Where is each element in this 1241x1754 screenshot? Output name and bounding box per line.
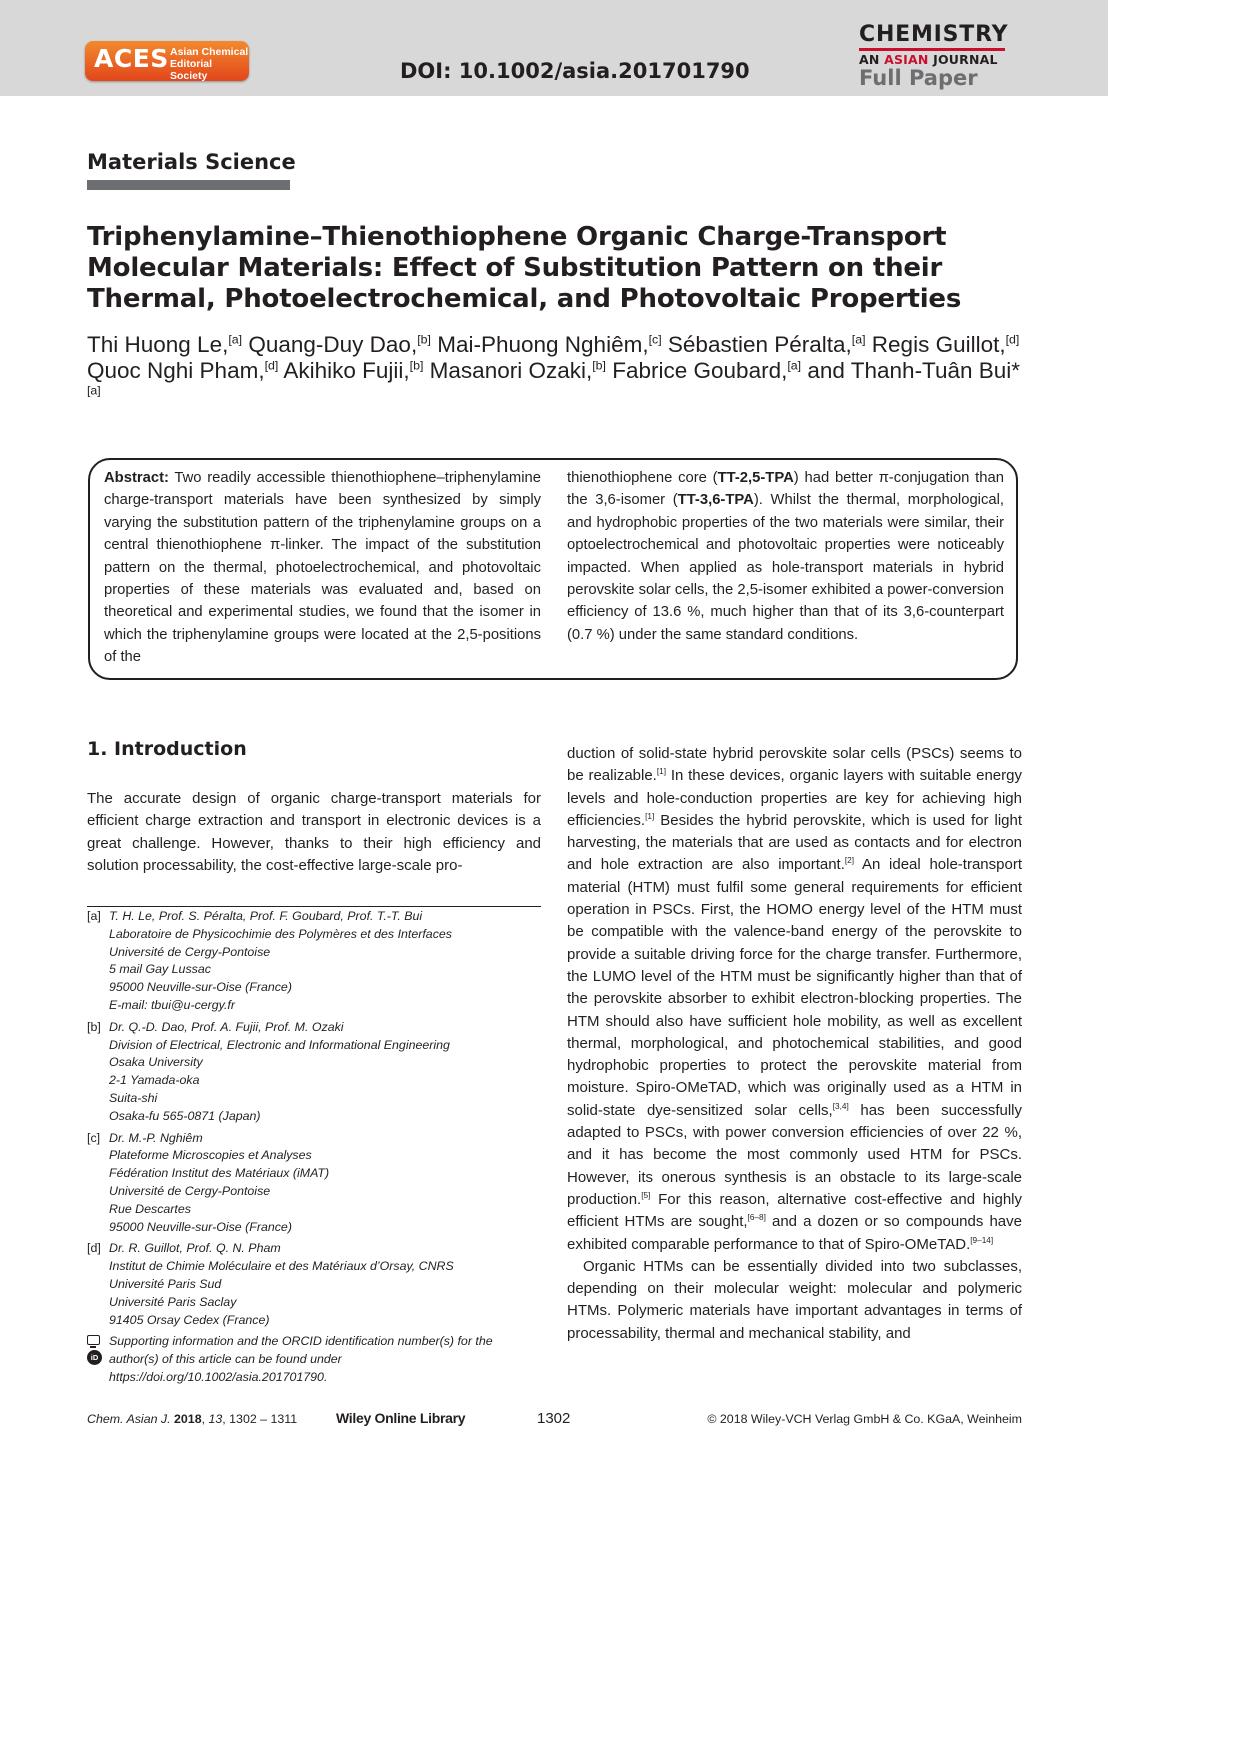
compound-label: TT-2,5-TPA (717, 470, 794, 486)
intro-text: and a dozen or so compounds have exhibited comparable performance to that of Spiro-OMeTAD. (567, 1213, 1022, 1253)
author-name: Quoc Nghi Pham, (87, 357, 265, 383)
footnote-tag: [d] (87, 1241, 101, 1256)
wiley-online-library-link[interactable]: Wiley Online Library (336, 1410, 466, 1426)
footnote-line: T. H. Le, Prof. S. Péralta, Prof. F. Goubard, Prof. T.-T. Bui (109, 909, 423, 923)
orcid-icon: iD (87, 1350, 102, 1365)
footnote-line: 95000 Neuville-sur-Oise (France) (109, 1219, 292, 1234)
citation-marker[interactable]: [5] (641, 1190, 651, 1200)
intro-text: duction of solid-state hybrid perovskite solar cells (PSCs) seems to be realizable. (567, 745, 1022, 785)
author-affiliation-marker: [d] (264, 358, 279, 372)
author-affiliation-marker: [c] (648, 332, 662, 347)
footnote-tag: [b] (87, 1019, 101, 1034)
footnote-line: Division of Electrical, Electronic and Informational Engineering (109, 1037, 450, 1052)
affiliation-footnote (87, 1240, 541, 1329)
article-type: Full Paper (859, 66, 978, 90)
intro-right-column (567, 743, 1022, 1345)
footnote-line: Fédération Institut des Matériaux (iMAT) (109, 1166, 330, 1181)
journal-sub-asian: ASIAN (884, 52, 929, 67)
citation-marker[interactable]: [1] (645, 811, 655, 821)
footnote-line: Dr. R. Guillot, Prof. Q. N. Pham (109, 1241, 281, 1256)
monitor-icon (87, 1335, 100, 1345)
author-list (87, 332, 1027, 409)
page-number: 1302 (537, 1410, 571, 1427)
abstract-text: ) had better π-conjugation than the 3,6-isomer ( (567, 470, 1004, 509)
author-affiliation-marker: [a] (851, 332, 866, 347)
footnote-line: 95000 Neuville-sur-Oise (France) (109, 980, 292, 995)
author-affiliation-marker: [d] (1005, 332, 1020, 347)
doi-label[interactable]: DOI: 10.1002/asia.201701790 (400, 59, 750, 83)
footnote-line: Université de Cergy-Pontoise (109, 944, 271, 959)
footnote-line: E-mail: tbui@u-cergy.fr (109, 997, 235, 1012)
author-name: Thanh-Tuân Bui* (850, 357, 1021, 383)
intro-text: An ideal hole-transport material (HTM) must fulfil some general requirements for efficient operation in PSCs. First, the HOMO energy level of the HTM must be compatible with the valence-band energy of the perovskite to provide a suitable driving force for the charge transfer. Furthermore, the LUMO level of the HTM must be significantly higher than that of the perovskite absorber to exhibit electron-blocking properties. The HTM should also have sufficient hole mobility, as well as excellent thermal, morphological, and photochemical stabilities, and good hydrophobic properties to protect the perovskite material from moisture. Spiro-OMeTAD, which was originally used as a HTM in solid-state dye-sensitized solar cells, (567, 856, 1022, 1119)
intro-text: For this reason, alternative cost-effective and highly efficient HTMs are sought, (567, 1190, 1022, 1231)
affiliation-footnote (87, 1130, 541, 1237)
aces-society-name (170, 46, 249, 82)
affiliation-footnote (87, 908, 541, 1015)
author-name: and (807, 357, 845, 383)
copyright-notice: © 2018 Wiley-VCH Verlag GmbH & Co. KGaA, Weinheim (707, 1412, 1022, 1426)
intro-text: Besides the hybrid perovskite, which is used for light harvesting, the materials that are used as contacts and for electron and hole extraction are also important. (567, 811, 1022, 874)
footnote-line: Université Paris Saclay (109, 1294, 237, 1309)
author-name: Fabrice Goubard, (612, 357, 788, 383)
footnote-line: Université Paris Sud (109, 1276, 222, 1291)
affiliation-footnotes (87, 908, 541, 1387)
author-affiliation-marker: [b] (592, 358, 606, 372)
footnote-line: 2-1 Yamada-oka (109, 1073, 200, 1088)
footnote-line: Suita-shi (109, 1090, 158, 1105)
abstract-text-left: Two readily accessible thienothiophene–triphenylamine charge-transport materials have been synthesized by simply varying the substitution pattern of the triphenylamine groups on a central thienothiophene π-linker. The impact of the substitution pattern on the thermal, photoelectrochemical, and photovoltaic properties of these materials was evaluated and, based on theoretical and experimental studies, we found that the isomer in which the triphenylamine groups were located at the 2,5-positions of the (104, 470, 541, 666)
intro-paragraph: Organic HTMs can be essentially divided into two subclasses, depending on their molecular weight: molecular and polymeric HTMs. Polymeric materials have important advantages in terms of processability, thermal and mechanical stability, and (567, 1257, 1022, 1342)
author-name: Masanori Ozaki, (429, 357, 593, 383)
supporting-info-icons (87, 1335, 103, 1365)
supporting-info-note[interactable] (87, 1333, 541, 1386)
author-affiliation-marker: [a] (228, 332, 243, 347)
author-name: Akihiko Fujii, (283, 357, 410, 383)
section-underline-bar (87, 180, 290, 190)
footer-pages: , 1302 – 1311 (222, 1412, 298, 1426)
compound-label: TT-3,6-TPA (677, 492, 754, 509)
footer-citation: Chem. Asian J. 2018, 13, 1302 – 1311 (87, 1412, 298, 1426)
aces-publisher-logo (85, 41, 249, 81)
author-name: Thi Huong Le, (87, 332, 229, 357)
aces-society-line: Editorial Society (170, 58, 213, 82)
author-affiliation-marker: [b] (409, 358, 424, 372)
author-affiliation-marker: [a] (87, 383, 101, 398)
footnote-line: 91405 Orsay Cedex (France) (109, 1312, 270, 1327)
intro-text: In these devices, organic layers with suitable energy levels and hole-conduction properties are key for achieving high efficiencies. (567, 767, 1022, 829)
supporting-info-text: Supporting information and the ORCID identification number(s) for the author(s) of this article can be found under https://doi.org/10.1002/asia.201701790. (109, 1334, 493, 1384)
footnote-line: Laboratoire de Physicochimie des Polymères et des Interfaces (109, 926, 452, 941)
citation-marker[interactable]: [1] (656, 767, 667, 777)
author-name: Quang-Duy Dao, (248, 332, 418, 357)
journal-subtitle (859, 52, 998, 67)
footnote-line: Plateforme Microscopies et Analyses (109, 1148, 312, 1163)
footnote-line: Institut de Chimie Moléculaire et des Matériaux d’Orsay, CNRS (109, 1259, 454, 1274)
page-footer (87, 1410, 1022, 1430)
author-affiliation-marker: [a] (787, 358, 802, 372)
footnote-rule (87, 906, 541, 907)
aces-society-line: Asian Chemical (170, 46, 249, 58)
footer-journal-abbrev: Chem. Asian J. (87, 1412, 171, 1426)
footer-year: 2018 (174, 1412, 202, 1426)
journal-name-rule (859, 48, 1005, 51)
journal-name: CHEMISTRY (859, 22, 1009, 47)
journal-sub-an: AN (859, 52, 885, 67)
footnote-line: Osaka-fu 565-0871 (Japan) (109, 1108, 261, 1123)
abstract-right-column (567, 467, 1004, 646)
abstract-text: ). Whilst the thermal, morphological, and hydrophobic properties of the two materials were similar, their optoelectrochemical and photovoltaic properties were noticeably impacted. When applied as hole-transport materials in hybrid perovskite solar cells, the 2,5-isomer exhibited a power-conversion efficiency of 13.6 %, much higher than that of its 3,6-counterpart (0.7 %) under the same standard conditions. (567, 492, 1004, 643)
intro-left-paragraph: The accurate design of organic charge-transport materials for efficient charge extraction and transport in electronic devices is a great challenge. However, thanks to their high efficiency and solution processability, the cost-effective large-scale pro- (87, 790, 541, 874)
footnote-line: Dr. Q.-D. Dao, Prof. A. Fujii, Prof. M. Ozaki (109, 1019, 344, 1034)
citation-marker[interactable]: [6–8] (747, 1213, 766, 1223)
footnote-tag: [a] (87, 909, 101, 923)
intro-paragraph (567, 743, 1022, 1256)
author-name: Regis Guillot, (871, 332, 1006, 357)
footnote-line: Université de Cergy-Pontoise (109, 1183, 271, 1198)
abstract-text: thienothiophene core ( (567, 470, 718, 486)
author-affiliation-marker: [b] (417, 332, 431, 347)
abstract-label: Abstract: (104, 470, 169, 486)
intro-text: has been successfully adapted to PSCs, with power conversion efficiencies of over 22 %, and it has become the most commonly used HTM for PSCs. However, its onerous synthesis is an obstacle to its large-scale production. (567, 1101, 1023, 1208)
section-label: Materials Science (87, 150, 296, 174)
footnote-line: 5 mail Gay Lussac (109, 962, 211, 977)
introduction-heading: 1. Introduction (87, 738, 247, 760)
citation-marker[interactable]: [3,4] (832, 1101, 849, 1111)
citation-marker[interactable]: [9–14] (970, 1235, 994, 1245)
author-name: Sébastien Péralta, (667, 332, 852, 357)
footnote-tag: [c] (87, 1130, 101, 1145)
footnote-line: Osaka University (109, 1055, 203, 1070)
aces-wordmark: ACES (94, 44, 169, 73)
abstract-left-column (104, 467, 541, 669)
paper-title: Triphenylamine–Thienothiophene Organic Charge-Transport Molecular Materials: Effect of Substitution Pattern on their Thermal, Photoelectrochemical, and Photovoltaic Properties (87, 222, 962, 314)
citation-marker[interactable]: [2] (844, 856, 855, 866)
footnote-line: Rue Descartes (109, 1201, 191, 1216)
journal-sub-journal: JOURNAL (928, 52, 998, 67)
footer-volume: 13 (208, 1412, 223, 1426)
author-name: Mai-Phuong Nghiêm, (437, 332, 649, 357)
footnote-line: Dr. M.-P. Nghiêm (109, 1130, 203, 1145)
affiliation-footnote (87, 1019, 541, 1126)
